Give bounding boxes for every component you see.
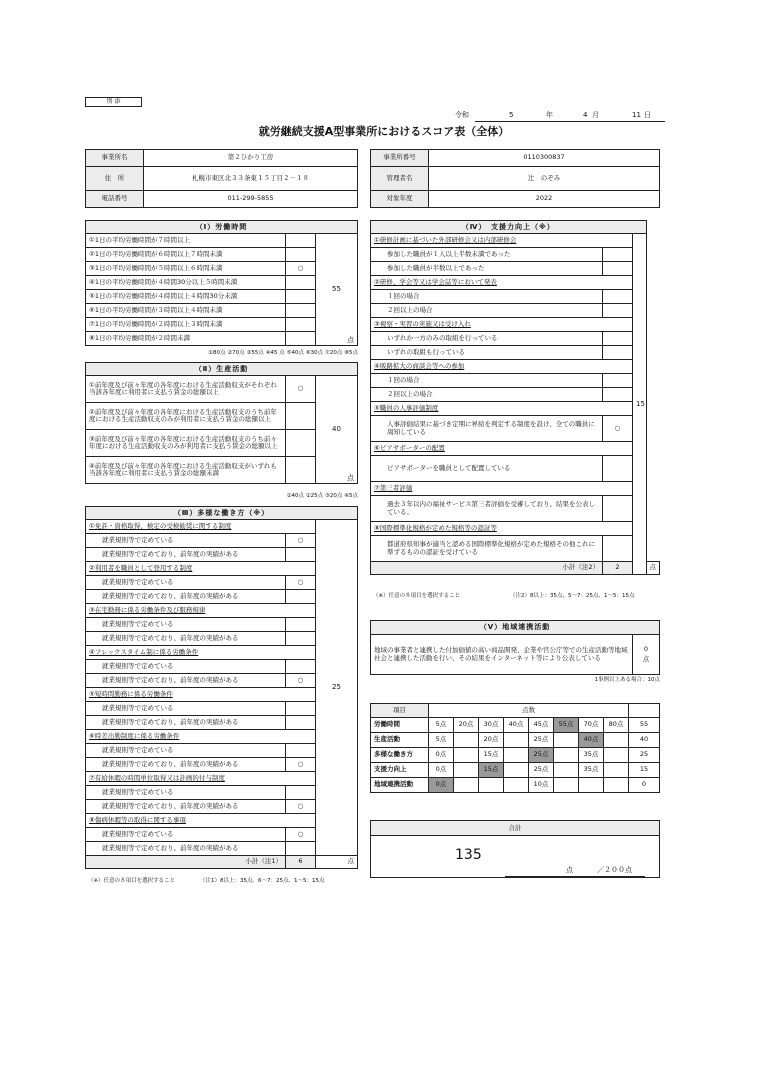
page-title: 就労継続支援A型事業所におけるスコア表（全体） (258, 125, 510, 138)
list-item: ⑦1日の平均労働時間が２時間以上３時間未満 (86, 318, 286, 332)
table-row: 労働時間 5点 20点 30点 40点 45点 55点 70点 80点 55 (371, 718, 660, 733)
check-mark: ○ (286, 674, 316, 688)
section-2-table: （Ⅱ）生産活動 ①前年度及び前々年度の各年度における生産活動収支がそれぞれ当該各年度に利用者に支払う賃金の総額以上 ○ 40 点 ②前年度及び前々年度の各年度における生産活動収支のうち前年度における生産活動収支のみが利用者に支払う賃金の総額以上 ③前年度及び前々年度の各年度における生産活動収支のうち前々年度における生産活動収支のみが利用者に支払う賃金の総額以上 ④前年度及び前々年度の各年度における生産活動収支がいずれも当該各年度に利用者に支払う賃金の総額未満 (85, 362, 358, 484)
subtotal-value: 2 (603, 562, 633, 575)
section-4-score: 15 (633, 234, 647, 575)
section-4-table: （Ⅳ） 支援力向上（※） ①研修計画に基づいた外部研修会又は内部研修会 15 参加した職員が１人以上半数未満であった 参加した職員が半数以上であった ②研修、学会等又は学会誌等において発表 １回の場合 ２回以上の場合 ③視察・実習の実施又は受け入れ いずれか一方のみの取組を行っている いずれの取組も行っている ④販路拡大の商談会等への参加 １回の場合 ２回以上の場合 ⑤職員の人事評価制度 人事評価結果に基づき定期に昇給を判定する制度を設け、全ての職員に周知している ○ ⑥ピアサポーターの配置 ピアサポーターを職員として配置している ⑦第三者評価 過去３年以内の福祉サービス第三者評価を受審しており、結果を公表している。 ⑧国際標準化規格が定めた規格等の認証等 都道府県知事が適当と認める国際標準化規格が定めた規格その他これに準ずるものの認証を受けている 小計（注2） 2 点 (370, 220, 660, 575)
section-4-footnote-b: （注2）8以上：35点、5～7：25点、1～5：15点 (510, 593, 635, 599)
list-heading: ③在宅勤務に係る労働条件及び服務規律 (86, 604, 316, 618)
list-item: 地域の事業者と連携した付加価値の高い商品開発、企業や官公庁等での生産活動等地域社会と連携した活動を行い、その結果をインターネット等により公表している (371, 635, 633, 675)
list-item: ③前年度及び前々年度の各年度における生産活動収支のうち前々年度における生産活動収支のみが利用者に支払う賃金の総額以上 (86, 430, 286, 457)
check-mark: ○ (286, 576, 316, 590)
list-item: ④1日の平均労働時間が４時間30分以上５時間未満 (86, 276, 286, 290)
list-heading: ⑦有給休暇の時間単位取得又は計画的付与制度 (86, 772, 316, 786)
total-value: 135 (455, 847, 482, 863)
list-heading: ⑤短時間勤務に係る労働条件 (86, 688, 316, 702)
total-unit: 点 (566, 866, 573, 874)
info-right: 事業所番号 0110300837 管理者名 辻 のぞみ 対象年度 2022 (370, 149, 660, 208)
info-left: 事業所名 第２ひかり工房 住 所 札幌市東区北３３条東１５丁目２－１８ 電話番号 011-299-5855 (85, 149, 358, 208)
list-item: ②1日の平均労働時間が６時間以上７時間未満 (86, 248, 286, 262)
table-row: 多様な働き方 0点 15点 25点 35点 25 (371, 748, 660, 763)
total-max: ／２００点 (597, 866, 632, 874)
list-heading: ②研修、学会等又は学会誌等において発表 (371, 276, 633, 290)
section-3-footnote-a: （※）任意の８項目を選択すること (88, 878, 176, 884)
list-heading: ①研修計画に基づいた外部研修会又は内部研修会 (371, 234, 633, 248)
section-2-score: 40 (332, 425, 341, 434)
summary-table: 項目 点数 労働時間 5点 20点 30点 40点 45点 55点 70点 80点 55 生産活動 5点 20点 25点 40点 40 多様な働き方 0点 15点 25点 35点 25 支援力向上 0点 15点 25点 35点 15 地域連携活動 0点 10点 0 (370, 703, 660, 793)
total-box (370, 820, 660, 878)
table-row: 地域連携活動 0点 10点 0 (371, 778, 660, 793)
table-row: 支援力向上 0点 15点 25点 35点 15 (371, 763, 660, 778)
section-5-footnote: 1事例以上ある場合：10点 (594, 677, 660, 683)
total-label: 合計 (371, 821, 659, 836)
list-item: ⑧1日の平均労働時間が２時間未満 (86, 332, 286, 346)
subtotal-label: 小計（注2） (371, 562, 603, 575)
section-1-footnote: ①80点 ②70点 ③55点 ④45 点 ⑤40点 ⑥30点 ⑦20点 ⑧5点 (208, 350, 358, 356)
list-heading: ⑤職員の人事評価制度 (371, 402, 633, 416)
section-3-table: （Ⅲ）多様な働き方（※） ①免許・資格取得、検定の受検勧奨に関する制度 25 就業規則等で定めている ○ 就業規則等で定めており、前年度の実績がある ②利用者を職員として登用する制度 就業規則等で定めている ○ 就業規則等で定めており、前年度の実績がある ③在宅勤務に係る労働条件及び服務規律 就業規則等で定めている 就業規則等で定めており、前年度の実績がある ④フレックスタイム制に係る労働条件 就業規則等で定めている 就業規則等で定めており、前年度の実績がある ○ ⑤短時間勤務に係る労働条件 就業規則等で定めている 就業規則等で定めており、前年度の実績がある ⑥時差出勤制度に係る労働条件 就業規則等で定めている 就業規則等で定めており、前年度の実績がある ○ ⑦有給休暇の時間単位取得又は計画的付与制度 就業規則等で定めている 就業規則等で定めており、前年度の実績がある ○ ⑧傷病休暇等の取得に関する事項 就業規則等で定めている ○ 就業規則等で定めており、前年度の実績がある 小計（注1） 6 点 (85, 506, 358, 869)
list-item: ⑥1日の平均労働時間が３時間以上４時間未満 (86, 304, 286, 318)
section-1-score: 55 (332, 285, 341, 294)
check-mark: ○ (286, 800, 316, 814)
check-mark: ○ (286, 262, 316, 276)
list-heading: ⑧傷病休暇等の取得に関する事項 (86, 814, 316, 828)
list-item: ①前年度及び前々年度の各年度における生産活動収支がそれぞれ当該各年度に利用者に支払う賃金の総額以上 (86, 376, 286, 403)
section-4-footnote-a: （※）任意の８項目を選択すること (373, 593, 461, 599)
list-heading: ⑦第三者評価 (371, 482, 633, 496)
section-2-footnote: ①40点 ②25点 ③20点 ④5点 (286, 493, 358, 499)
section-1-table: （Ⅰ）労働時間 ①1日の平均労働時間が７時間以上 55 点 ②1日の平均労働時間が６時間以上７時間未満 ③1日の平均労働時間が５時間以上６時間未満 ○ ④1日の平均労働時間が４時間30分以上５時間未満 ⑤1日の平均労働時間が４時間以上４時間30分未満 ⑥1日の平均労働時間が３時間以上４時間未満 ⑦1日の平均労働時間が２時間以上３時間未満 ⑧1日の平均労働時間が２時間未満 (85, 220, 358, 346)
table-row: 生産活動 5点 20点 25点 40点 40 (371, 733, 660, 748)
list-item: ④前年度及び前々年度の各年度における生産活動収支がいずれも当該各年度に利用者に支払う賃金の総額未満 (86, 457, 286, 484)
list-heading: ④販路拡大の商談会等への参加 (371, 360, 633, 374)
check-mark: ○ (286, 828, 316, 842)
section-3-footnote-b: （注1）8以上：35点、6～7：25点、1～5：15点 (200, 878, 325, 884)
subtotal-value: 6 (286, 856, 316, 869)
subtotal-label: 小計（注1） (86, 856, 286, 869)
list-heading: ①免許・資格取得、検定の受検勧奨に関する制度 (86, 520, 316, 534)
list-heading: ③視察・実習の実施又は受け入れ (371, 318, 633, 332)
list-heading: ⑥時差出勤制度に係る労働条件 (86, 730, 316, 744)
attachment-tag: 別 添 (85, 97, 142, 107)
list-item: ①1日の平均労働時間が７時間以上 (86, 234, 286, 248)
list-heading: ②利用者を職員として登用する制度 (86, 562, 316, 576)
check-mark: ○ (286, 534, 316, 548)
list-item: ③1日の平均労働時間が５時間以上６時間未満 (86, 262, 286, 276)
list-item: ②前年度及び前々年度の各年度における生産活動収支のうち前年度における生産活動収支のみが利用者に支払う賃金の総額以上 (86, 403, 286, 430)
list-heading: ⑧国際標準化規格が定めた規格等の認証等 (371, 522, 633, 536)
section-5-table: （Ⅴ）地域連携活動 地域の事業者と連携した付加価値の高い商品開発、企業や官公庁等での生産活動等地域社会と連携した活動を行い、その結果をインターネット等により公表している 0 点 (370, 620, 660, 675)
check-mark: ○ (286, 758, 316, 772)
list-heading: ⑥ピアサポーターの配置 (371, 442, 633, 456)
check-mark: ○ (603, 416, 633, 442)
section-5-score: 0 (643, 644, 649, 653)
check-mark: ○ (286, 376, 316, 403)
date-line: 令和 5 年 4 月 11 日 (455, 111, 665, 123)
section-3-score: 25 (316, 520, 358, 856)
list-heading: ④フレックスタイム制に係る労働条件 (86, 646, 316, 660)
list-item: ⑤1日の平均労働時間が４時間以上４時間30分未満 (86, 290, 286, 304)
